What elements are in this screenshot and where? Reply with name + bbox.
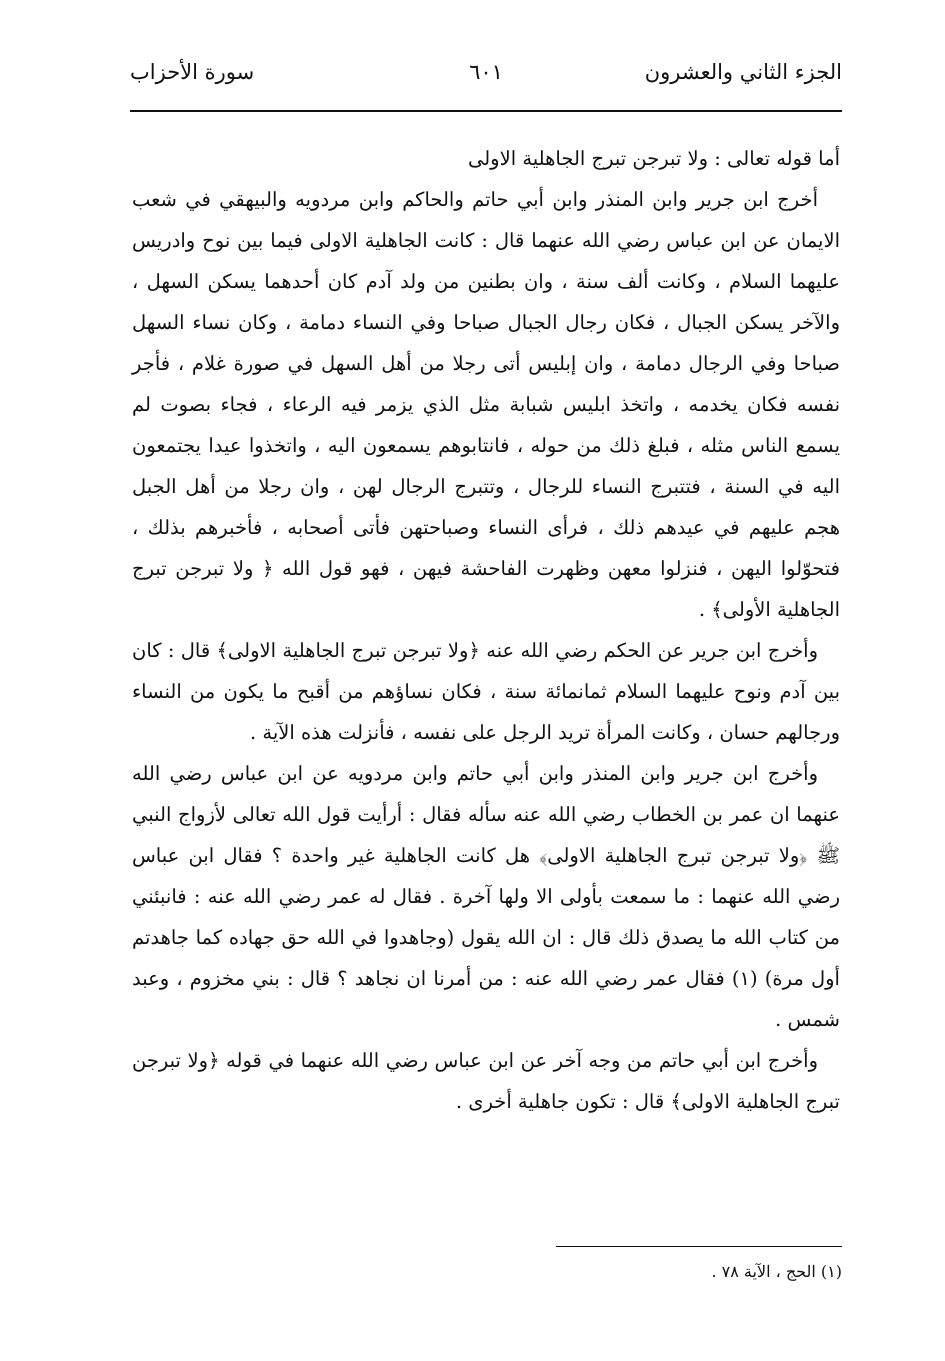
page-number: ٦٠١ [469, 60, 503, 84]
footnote-divider [556, 1246, 842, 1247]
paragraph: وأخرج ابن جرير وابن المنذر وابن أبي حاتم وابن مردويه عن ابن عباس رضي الله عنهما ان عمر بن الخطاب رضي الله عنه سأله فقال : أرأيت قول الله تعالى لأزواج النبي ﷺ ﴿ولا تبرجن تبرج الجاهلية الاولى﴾ هل كانت الجاهلية غير واحدة ؟ فقال ابن عباس رضي الله عنهما : ما سمعت بأولى الا ولها آخرة . فقال له عمر رضي الله عنه : فانبئني من كتاب الله ما يصدق ذلك قال : ان الله يقول (وجاهدوا في الله حق جهاده كما جاهدتم أول مرة) (١) فقال عمر رضي الله عنه : من أمرنا ان نجاهد ؟ قال : بني مخزوم ، وعبد شمس . [132, 762, 840, 1031]
surah-title: سورة الأحزاب [130, 60, 255, 84]
volume-title: الجزء الثاني والعشرون [644, 60, 842, 84]
paragraph: وأخرج ابن جرير عن الحكم رضي الله عنه ﴿ولا تبرجن تبرج الجاهلية الاولى﴾ قال : كان بين آدم ونوح عليهما السلام ثمانمائة سنة ، فكان نساؤهم من أقبح ما يكون من النساء ورجالهم حسان ، وكانت المرأة تريد الرجل على نفسه ، فأنزلت هذه الآية . [132, 639, 840, 744]
page-header [130, 60, 842, 100]
paragraph: وأخرج ابن أبي حاتم من وجه آخر عن ابن عباس رضي الله عنهما في قوله ﴿ولا تبرجن تبرج الجاهلية الاولى﴾ قال : تكون جاهلية أخرى . [132, 1049, 840, 1113]
section-heading: أما قوله تعالى : ولا تبرجن تبرج الجاهلية الاولى [467, 147, 840, 170]
footnote: (١) الحج ، الآية ٧٨ . [711, 1262, 842, 1281]
header-divider [130, 110, 842, 112]
page-body [132, 138, 840, 1122]
paragraph: أخرج ابن جرير وابن المنذر وابن أبي حاتم والحاكم وابن مردويه والبيهقي في شعب الايمان عن ابن عباس رضي الله عنهما قال : كانت الجاهلية الاولى فيما بين نوح وادريس عليهما السلام ، وكانت ألف سنة ، وان بطنين من ولد آدم كان أحدهما يسكن السهل ، والآخر يسكن الجبال ، فكان رجال الجبال صباحا وفي النساء دمامة ، وكان نساء السهل صباحا وفي الرجال دمامة ، وان إبليس أتى رجلا من أهل السهل في صورة غلام ، فأجر نفسه فكان يخدمه ، واتخذ ابليس شبابة مثل الذي يزمر فيه الرعاء ، فجاء بصوت لم يسمع الناس مثله ، فبلغ ذلك من حوله ، فانتابوهم يسمعون اليه ، واتخذوا عيدا يجتمعون اليه في السنة ، فتتبرج النساء للرجال ، وتتبرج الرجال لهن ، وان رجلا من أهل الجبل هجم عليهم في عيدهم ذلك ، فرأى النساء وصباحتهن فأتى أصحابه ، فأخبرهم بذلك ، فتحوّلوا اليهن ، فنزلوا معهن وظهرت الفاحشة فيهن ، فهو قول الله ﴿ ولا تبرجن تبرج الجاهلية الأولى﴾ . [132, 188, 840, 621]
